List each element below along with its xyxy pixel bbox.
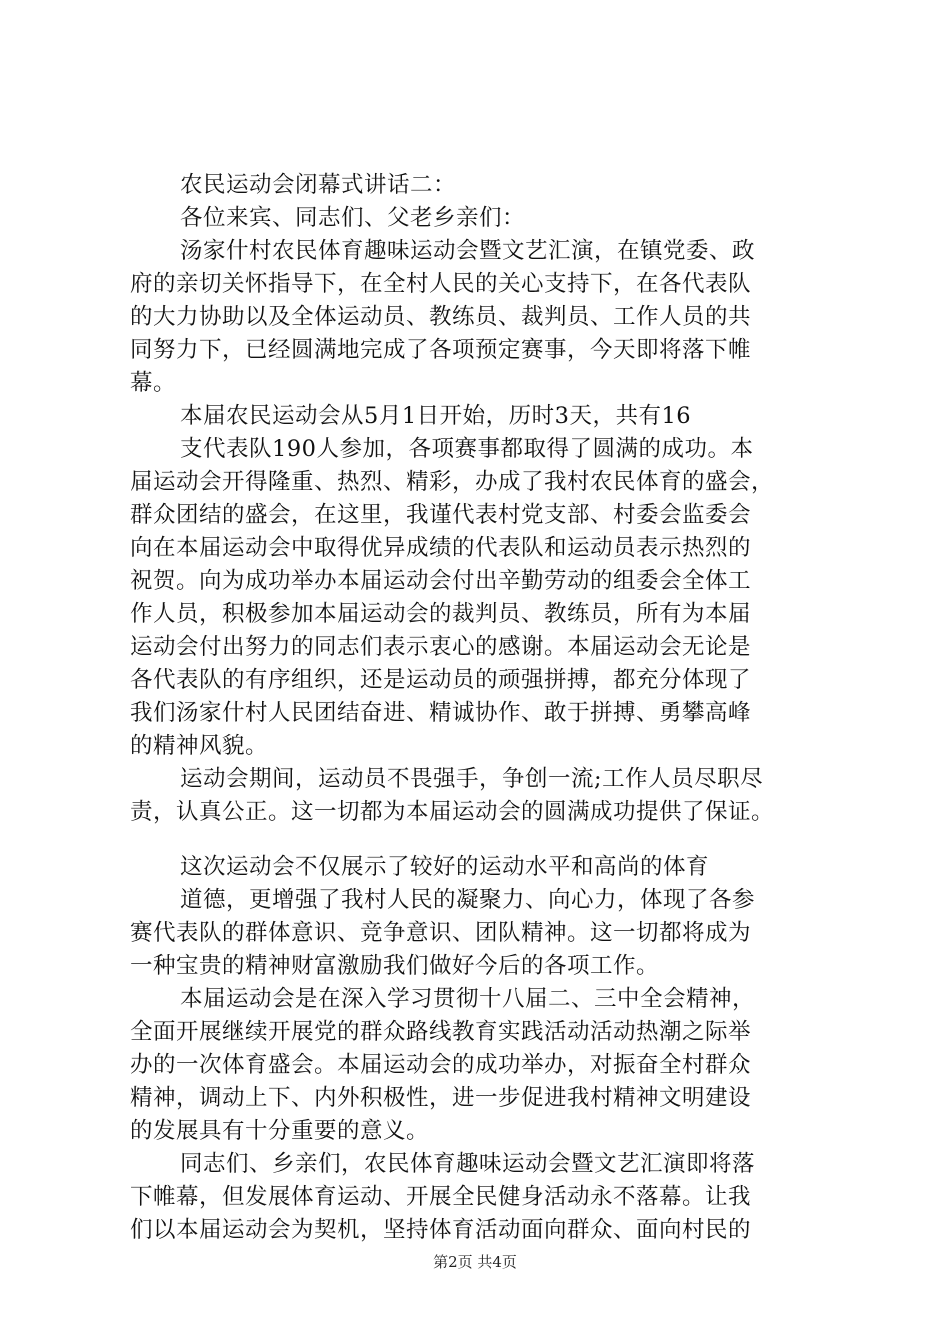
text-line: 各代表队的有序组织，还是运动员的顽强拼搏，都充分体现了 (130, 667, 752, 693)
page-number-footer: 第2页 共4页 (433, 1253, 517, 1271)
text-line: 的精神风貌。 (130, 733, 269, 759)
text-line: 运动会期间，运动员不畏强手，争创一流;工作人员尽职尽 (180, 766, 764, 792)
text-line: 作人员，积极参加本届运动会的裁判员、教练员，所有为本届 (130, 601, 752, 627)
text-line: 各位来宾、同志们、父老乡亲们： (180, 205, 526, 231)
text-line: 的大力协助以及全体运动员、教练员、裁判员、工作人员的共 (130, 304, 752, 330)
text-line: 责，认真公正。这一切都为本届运动会的圆满成功提供了保证。 (130, 799, 775, 825)
text-line: 支代表队190人参加，各项赛事都取得了圆满的成功。本 (180, 436, 754, 462)
text-line: 一种宝贵的精神财富激励我们做好今后的各项工作。 (130, 953, 660, 979)
text-line: 届运动会开得隆重、热烈、精彩，办成了我村农民体育的盛会， (130, 469, 775, 495)
text-line: 汤家什村农民体育趣味运动会暨文艺汇演，在镇党委、政 (180, 238, 756, 264)
text-line: 同努力下，已经圆满地完成了各项预定赛事，今天即将落下帷 (130, 337, 752, 363)
text-line: 下帷幕，但发展体育运动、开展全民健身活动永不落幕。让我 (130, 1184, 752, 1210)
text-line: 本届运动会是在深入学习贯彻十八届二、三中全会精神， (180, 986, 756, 1012)
text-line: 群众团结的盛会，在这里，我谨代表村党支部、村委会监委会 (130, 502, 752, 528)
text-line: 农民运动会闭幕式讲话二： (180, 172, 457, 198)
text-line: 本届农民运动会从5月1日开始，历时3天，共有16 (180, 403, 692, 429)
text-line: 向在本届运动会中取得优异成绩的代表队和运动员表示热烈的 (130, 535, 752, 561)
text-line: 幕。 (130, 370, 177, 396)
text-line: 办的一次体育盛会。本届运动会的成功举办，对振奋全村群众 (130, 1052, 752, 1078)
text-line: 们以本届运动会为契机，坚持体育活动面向群众、面向村民的 (130, 1217, 752, 1243)
text-line: 全面开展继续开展党的群众路线教育实践活动活动热潮之际举 (130, 1019, 752, 1045)
text-line: 赛代表队的群体意识、竞争意识、团队精神。这一切都将成为 (130, 920, 752, 946)
text-line: 这次运动会不仅展示了较好的运动水平和高尚的体育 (180, 854, 710, 880)
text-line: 府的亲切关怀指导下，在全村人民的关心支持下，在各代表队 (130, 271, 752, 297)
text-line: 我们汤家什村人民团结奋进、精诚协作、敢于拼搏、勇攀高峰 (130, 700, 752, 726)
text-line: 运动会付出努力的同志们表示衷心的感谢。本届运动会无论是 (130, 634, 752, 660)
text-line: 同志们、乡亲们，农民体育趣味运动会暨文艺汇演即将落 (180, 1151, 756, 1177)
text-line: 精神，调动上下、内外积极性，进一步促进我村精神文明建设 (130, 1085, 752, 1111)
text-line: 道德，更增强了我村人民的凝聚力、向心力，体现了各参 (180, 887, 756, 913)
text-line: 的发展具有十分重要的意义。 (130, 1118, 430, 1144)
text-line: 祝贺。向为成功举办本届运动会付出辛勤劳动的组委会全体工 (130, 568, 752, 594)
